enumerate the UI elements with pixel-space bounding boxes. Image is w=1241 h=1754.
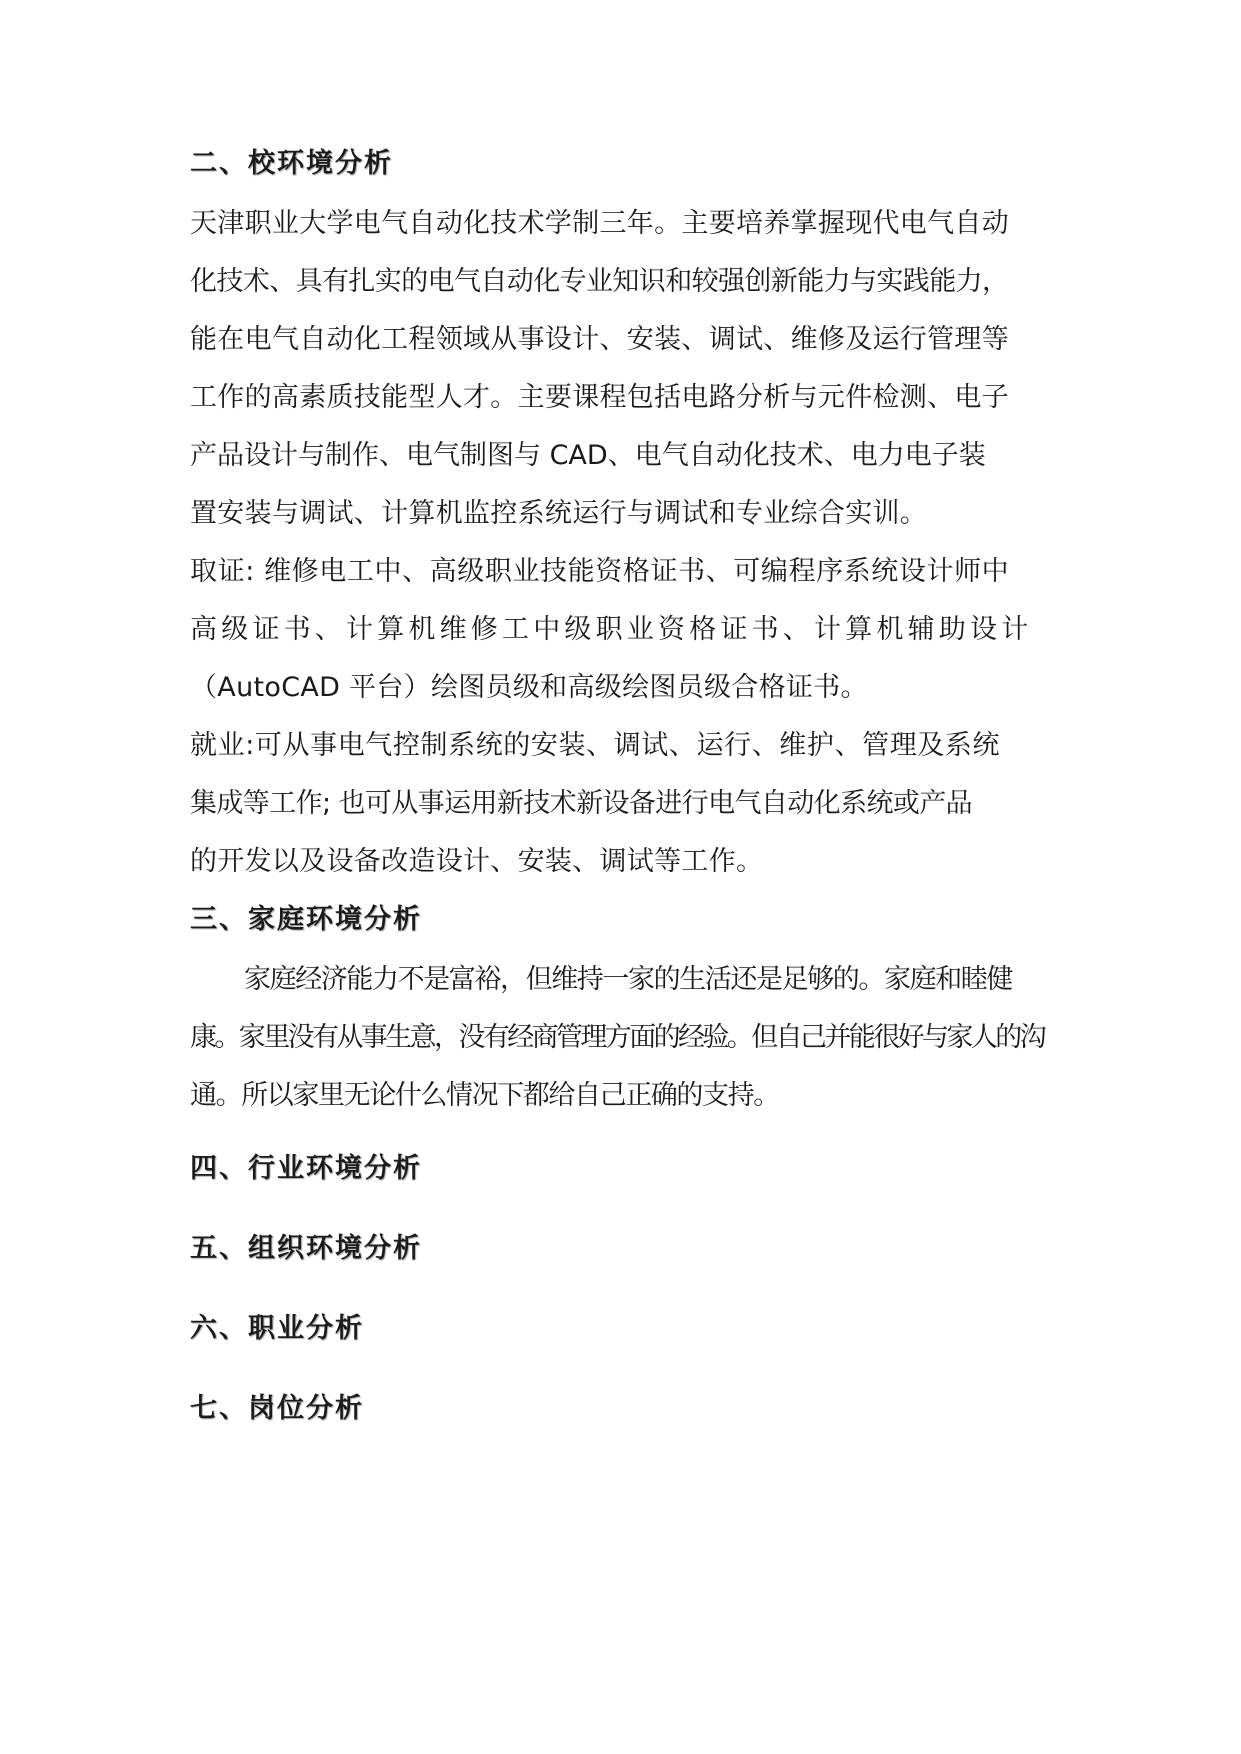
paragraph-line: 康。家里没有从事生意，没有经商管理方面的经验。但自己并能很好与家人的沟 [190,1022,1044,1053]
paragraph-line: 产品设计与制作、电气制图与 CAD、电气自动化技术、电力电子装 [190,440,986,471]
section-heading-industry-environment: 四、行业环境分析 [190,1153,422,1184]
paragraph-line: 高级证书、计算机维修工中级职业资格证书、计算机辅助设计 [190,614,1033,645]
section-heading-position-analysis: 七、岗位分析 [190,1393,364,1424]
section-heading-organization-environment: 五、组织环境分析 [190,1233,422,1264]
paragraph-line: 能在电气自动化工程领域从事设计、安装、调试、维修及运行管理等 [190,324,1009,355]
paragraph-line: 就业:可从事电气控制系统的安装、调试、运行、维护、管理及系统 [190,730,1001,761]
paragraph-line: 通。所以家里无论什么情况下都给自己正确的支持。 [190,1080,779,1111]
paragraph-line: 的开发以及设备改造设计、安装、调试等工作。 [190,846,764,877]
paragraph-line: （AutoCAD 平台）绘图员级和高级绘图员级合格证书。 [190,672,868,703]
paragraph-line: 工作的高素质技能型人才。主要课程包括电路分析与元件检测、电子 [190,382,1009,413]
paragraph-line: 置安装与调试、计算机监控系统运行与调试和专业综合实训。 [190,498,928,529]
paragraph-line: 天津职业大学电气自动化技术学制三年。主要培养掌握现代电气自动 [190,208,1009,239]
section-heading-family-environment: 三、家庭环境分析 [190,904,422,935]
paragraph-line: 化技术、具有扎实的电气自动化专业知识和较强创新能力与实践能力， [190,266,1009,297]
section-heading-school-environment: 二、校环境分析 [190,148,393,179]
paragraph-line: 家庭经济能力不是富裕，但维持一家的生活还是足够的。家庭和睦健 [244,964,1012,995]
section-heading-career-analysis: 六、职业分析 [190,1313,364,1344]
paragraph-line: 取证: 维修电工中、高级职业技能资格证书、可编程序系统设计师中 [190,556,1010,587]
paragraph-line: 集成等工作; 也可从事运用新技术新设备进行电气自动化系统或产品 [190,788,973,819]
